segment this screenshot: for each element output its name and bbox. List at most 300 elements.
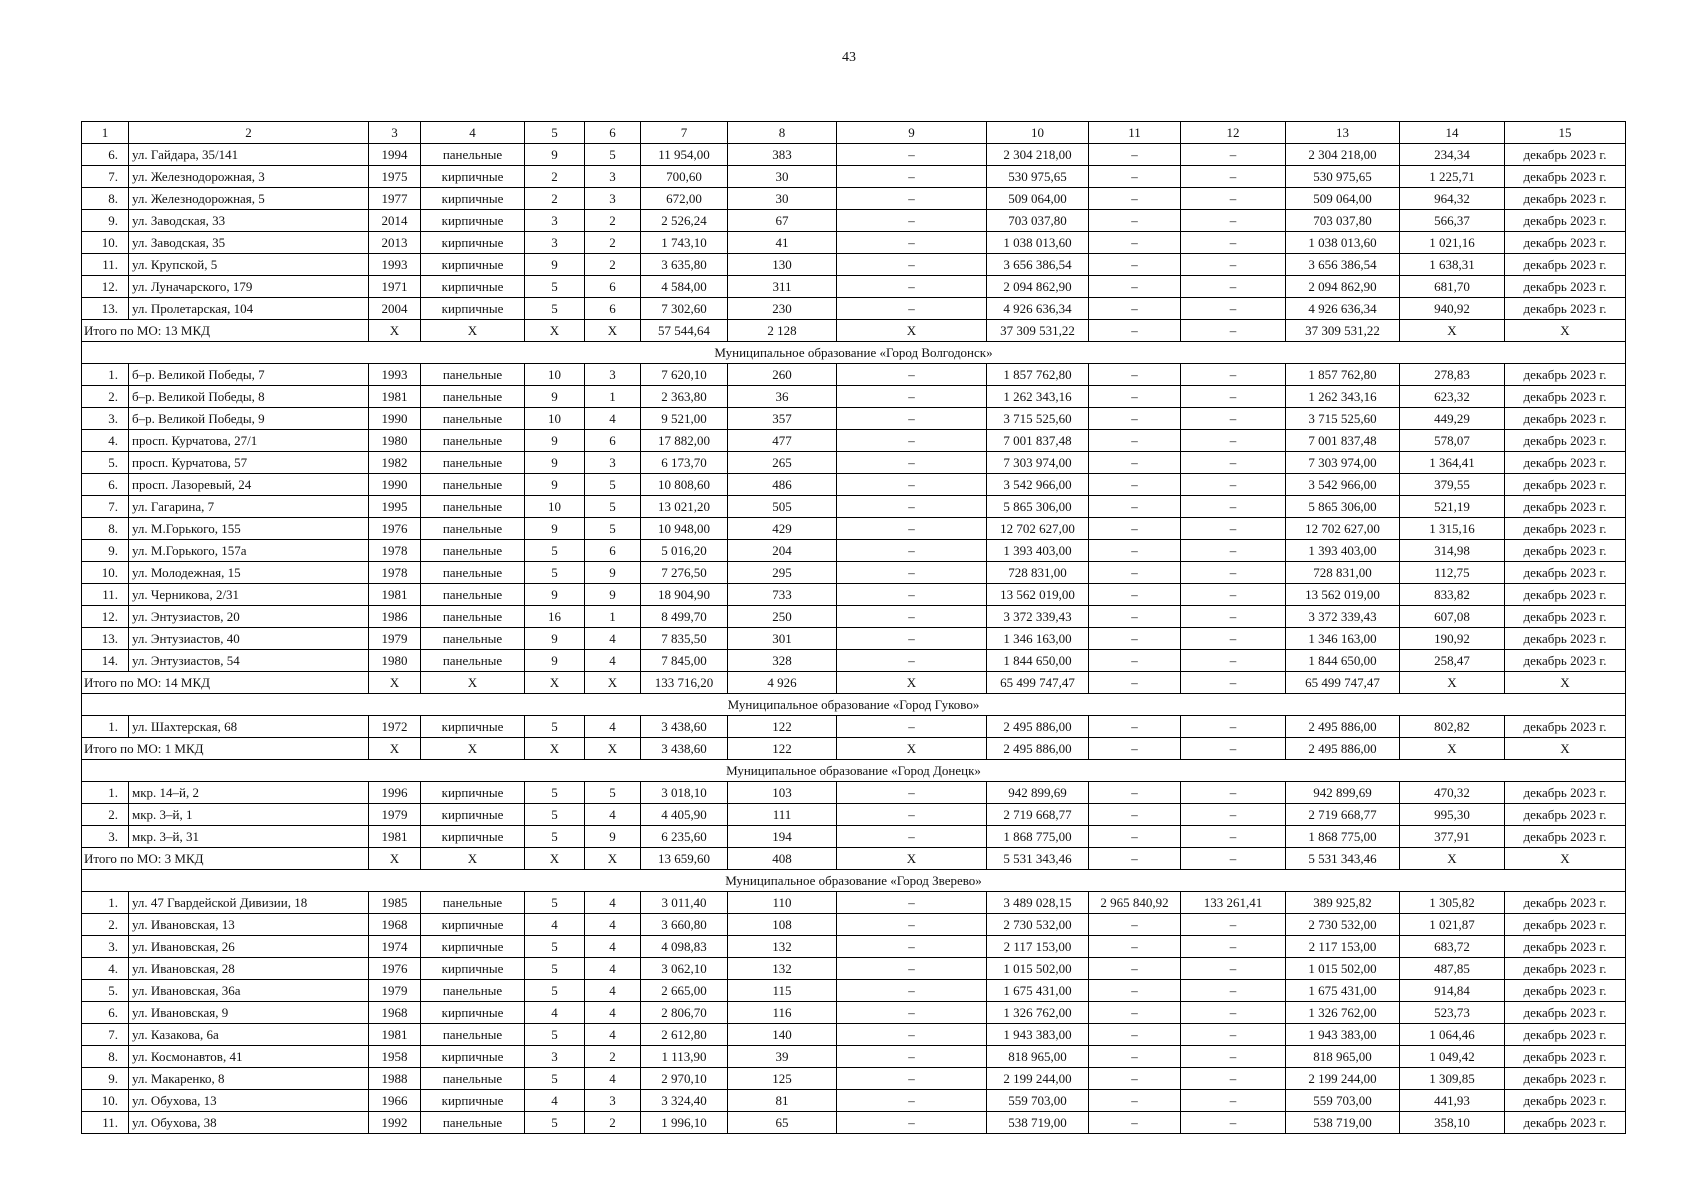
table-cell: Х <box>1400 848 1505 870</box>
table-cell: – <box>837 496 987 518</box>
table-cell: 14. <box>82 650 129 672</box>
table-cell: – <box>1089 584 1181 606</box>
table-row <box>82 254 1626 276</box>
table-row <box>82 716 1626 738</box>
table-cell: ул. Обухова, 38 <box>129 1112 369 1134</box>
table-cell: 13 021,20 <box>641 496 728 518</box>
table-cell: 2 094 862,90 <box>1286 276 1400 298</box>
table-cell: 3 715 525,60 <box>987 408 1089 430</box>
table-cell: 8. <box>82 518 129 540</box>
table-cell: Х <box>585 320 641 342</box>
table-cell: 9 <box>525 254 585 276</box>
table-row <box>82 584 1626 606</box>
table-cell: декабрь 2023 г. <box>1505 936 1626 958</box>
table-cell: Х <box>421 320 525 342</box>
table-cell: Х <box>369 848 421 870</box>
table-cell: – <box>1181 628 1286 650</box>
column-number-cell: 6 <box>585 122 641 144</box>
table-cell: 1 943 383,00 <box>987 1024 1089 1046</box>
table-cell: 10 948,00 <box>641 518 728 540</box>
table-cell: – <box>837 188 987 210</box>
column-number-cell: 5 <box>525 122 585 144</box>
table-cell: 110 <box>728 892 837 914</box>
table-cell: – <box>1089 1002 1181 1024</box>
table-cell: 429 <box>728 518 837 540</box>
table-cell: кирпичные <box>421 1090 525 1112</box>
table-cell: 4 <box>585 628 641 650</box>
table-cell: 1978 <box>369 562 421 584</box>
table-cell: 30 <box>728 166 837 188</box>
table-cell: Х <box>585 672 641 694</box>
table-cell: панельные <box>421 540 525 562</box>
table-cell: 2 719 668,77 <box>1286 804 1400 826</box>
table-cell: – <box>837 408 987 430</box>
table-cell: ул. Энтузиастов, 54 <box>129 650 369 672</box>
table-cell: 1972 <box>369 716 421 738</box>
table-cell: 4 <box>585 650 641 672</box>
table-cell: Х <box>369 320 421 342</box>
table-cell: 13. <box>82 628 129 650</box>
table-cell: 2 304 218,00 <box>987 144 1089 166</box>
table-cell: 1995 <box>369 496 421 518</box>
table-cell: Х <box>1505 848 1626 870</box>
table-cell: – <box>837 562 987 584</box>
table-cell: 2 730 532,00 <box>1286 914 1400 936</box>
table-cell: 5 <box>525 276 585 298</box>
table-cell: 3 062,10 <box>641 958 728 980</box>
table-cell: 1980 <box>369 650 421 672</box>
table-row <box>82 1002 1626 1024</box>
table-cell: 3 <box>585 166 641 188</box>
table-cell: декабрь 2023 г. <box>1505 188 1626 210</box>
table-cell: 7. <box>82 1024 129 1046</box>
table-cell: ул. М.Горького, 157а <box>129 540 369 562</box>
table-cell: – <box>1181 1024 1286 1046</box>
table-cell: – <box>837 1090 987 1112</box>
table-cell: 81 <box>728 1090 837 1112</box>
table-row <box>82 298 1626 320</box>
table-cell: декабрь 2023 г. <box>1505 1112 1626 1134</box>
table-cell: декабрь 2023 г. <box>1505 298 1626 320</box>
table-cell: 1968 <box>369 1002 421 1024</box>
table-cell: – <box>837 166 987 188</box>
table-cell: 623,32 <box>1400 386 1505 408</box>
table-cell: 301 <box>728 628 837 650</box>
table-cell: – <box>1181 936 1286 958</box>
table-cell: декабрь 2023 г. <box>1505 210 1626 232</box>
table-cell: – <box>837 980 987 1002</box>
table-cell: 36 <box>728 386 837 408</box>
total-label: Итого по МО: 1 МКД <box>82 738 369 760</box>
table-row <box>82 1046 1626 1068</box>
table-cell: 3 542 966,00 <box>1286 474 1400 496</box>
table-cell: 818 965,00 <box>987 1046 1089 1068</box>
table-cell: 133 716,20 <box>641 672 728 694</box>
table-cell: кирпичные <box>421 254 525 276</box>
table-cell: 12 702 627,00 <box>987 518 1089 540</box>
table-cell: Х <box>1505 738 1626 760</box>
table-cell: 11 954,00 <box>641 144 728 166</box>
table-cell: Х <box>1400 320 1505 342</box>
table-cell: – <box>837 650 987 672</box>
table-cell: 2014 <box>369 210 421 232</box>
table-cell: Х <box>525 672 585 694</box>
table-cell: 1 305,82 <box>1400 892 1505 914</box>
table-cell: 9 521,00 <box>641 408 728 430</box>
table-cell: – <box>1181 210 1286 232</box>
table-cell: 2 612,80 <box>641 1024 728 1046</box>
table-cell: 733 <box>728 584 837 606</box>
table-cell: – <box>1089 672 1181 694</box>
table-cell: 1 743,10 <box>641 232 728 254</box>
table-cell: 5 <box>525 804 585 826</box>
table-cell: 1 393 403,00 <box>1286 540 1400 562</box>
table-cell: 538 719,00 <box>1286 1112 1400 1134</box>
table-cell: 357 <box>728 408 837 430</box>
table-cell: б–р. Великой Победы, 8 <box>129 386 369 408</box>
table-cell: 1 315,16 <box>1400 518 1505 540</box>
table-cell: 703 037,80 <box>1286 210 1400 232</box>
table-cell: панельные <box>421 386 525 408</box>
table-cell: кирпичные <box>421 958 525 980</box>
table-cell: 3 438,60 <box>641 716 728 738</box>
table-cell: 2 806,70 <box>641 1002 728 1024</box>
table-cell: – <box>1181 782 1286 804</box>
total-row <box>82 320 1626 342</box>
table-cell: – <box>837 210 987 232</box>
table-cell: 190,92 <box>1400 628 1505 650</box>
table-cell: кирпичные <box>421 298 525 320</box>
table-cell: – <box>1181 1112 1286 1134</box>
table-cell: ул. Черникова, 2/31 <box>129 584 369 606</box>
table-cell: 116 <box>728 1002 837 1024</box>
table-cell: панельные <box>421 1024 525 1046</box>
table-cell: 3 <box>525 232 585 254</box>
table-cell: – <box>837 936 987 958</box>
table-cell: – <box>1089 804 1181 826</box>
table-row <box>82 628 1626 650</box>
table-cell: 230 <box>728 298 837 320</box>
column-number-cell: 11 <box>1089 122 1181 144</box>
table-cell: Х <box>1505 320 1626 342</box>
table-cell: декабрь 2023 г. <box>1505 1090 1626 1112</box>
table-cell: – <box>1181 584 1286 606</box>
table-cell: 1994 <box>369 144 421 166</box>
table-cell: – <box>1089 628 1181 650</box>
table-cell: – <box>1181 848 1286 870</box>
table-cell: – <box>1089 958 1181 980</box>
table-cell: декабрь 2023 г. <box>1505 628 1626 650</box>
table-cell: – <box>1089 826 1181 848</box>
table-cell: декабрь 2023 г. <box>1505 914 1626 936</box>
table-cell: 132 <box>728 936 837 958</box>
column-number-cell: 12 <box>1181 122 1286 144</box>
table-row <box>82 1024 1626 1046</box>
table-cell: Х <box>585 848 641 870</box>
table-cell: Х <box>369 738 421 760</box>
table-cell: 2 495 886,00 <box>987 716 1089 738</box>
table-cell: декабрь 2023 г. <box>1505 980 1626 1002</box>
section-header-row <box>82 760 1626 782</box>
table-cell: декабрь 2023 г. <box>1505 650 1626 672</box>
table-row <box>82 650 1626 672</box>
table-cell: 3 372 339,43 <box>987 606 1089 628</box>
table-cell: 2 304 218,00 <box>1286 144 1400 166</box>
table-cell: 559 703,00 <box>987 1090 1089 1112</box>
table-cell: 1. <box>82 364 129 386</box>
table-cell: – <box>1089 848 1181 870</box>
section-header-row <box>82 870 1626 892</box>
table-cell: – <box>1181 276 1286 298</box>
table-cell: – <box>837 276 987 298</box>
table-cell: – <box>1181 452 1286 474</box>
table-cell: 441,93 <box>1400 1090 1505 1112</box>
table-cell: – <box>837 958 987 980</box>
table-cell: – <box>1089 738 1181 760</box>
table-cell: 278,83 <box>1400 364 1505 386</box>
table-cell: 408 <box>728 848 837 870</box>
housing-register-table <box>81 121 1626 1134</box>
table-cell: 39 <box>728 1046 837 1068</box>
table-cell: 10 808,60 <box>641 474 728 496</box>
table-cell: 1 113,90 <box>641 1046 728 1068</box>
table-cell: панельные <box>421 408 525 430</box>
table-cell: 703 037,80 <box>987 210 1089 232</box>
column-number-cell: 1 <box>82 122 129 144</box>
table-cell: – <box>1181 188 1286 210</box>
table-cell: 1 015 502,00 <box>1286 958 1400 980</box>
table-cell: 942 899,69 <box>987 782 1089 804</box>
table-cell: 9 <box>525 144 585 166</box>
table-row <box>82 518 1626 540</box>
table-cell: 3 542 966,00 <box>987 474 1089 496</box>
table-cell: ул. Заводская, 35 <box>129 232 369 254</box>
table-cell: 1978 <box>369 540 421 562</box>
table-cell: 383 <box>728 144 837 166</box>
table-cell: – <box>1181 298 1286 320</box>
table-cell: 9 <box>585 826 641 848</box>
table-cell: 3 <box>525 210 585 232</box>
table-cell: 1 021,87 <box>1400 914 1505 936</box>
table-cell: ул. Железнодорожная, 5 <box>129 188 369 210</box>
table-cell: 4 <box>585 716 641 738</box>
table-cell: 1976 <box>369 518 421 540</box>
table-cell: – <box>837 298 987 320</box>
table-cell: 314,98 <box>1400 540 1505 562</box>
table-cell: 1. <box>82 782 129 804</box>
table-cell: 10. <box>82 232 129 254</box>
table-cell: 4. <box>82 430 129 452</box>
table-cell: декабрь 2023 г. <box>1505 782 1626 804</box>
table-cell: – <box>837 892 987 914</box>
table-cell: 11. <box>82 584 129 606</box>
table-cell: 10. <box>82 562 129 584</box>
table-row <box>82 782 1626 804</box>
table-cell: – <box>1181 518 1286 540</box>
total-row <box>82 672 1626 694</box>
table-cell: – <box>1181 562 1286 584</box>
table-cell: ул. Ивановская, 26 <box>129 936 369 958</box>
table-cell: 2 495 886,00 <box>987 738 1089 760</box>
table-cell: 1985 <box>369 892 421 914</box>
table-cell: 67 <box>728 210 837 232</box>
table-cell: 2. <box>82 914 129 936</box>
table-cell: 477 <box>728 430 837 452</box>
table-row <box>82 452 1626 474</box>
table-cell: 1 309,85 <box>1400 1068 1505 1090</box>
table-cell: ул. М.Горького, 155 <box>129 518 369 540</box>
table-cell: 41 <box>728 232 837 254</box>
table-cell: декабрь 2023 г. <box>1505 540 1626 562</box>
table-cell: декабрь 2023 г. <box>1505 254 1626 276</box>
table-cell: 728 831,00 <box>1286 562 1400 584</box>
table-cell: декабрь 2023 г. <box>1505 804 1626 826</box>
table-cell: 30 <box>728 188 837 210</box>
table-cell: 2 526,24 <box>641 210 728 232</box>
table-cell: – <box>1089 144 1181 166</box>
table-cell: 9 <box>525 474 585 496</box>
table-cell: – <box>1181 408 1286 430</box>
table-cell: 1976 <box>369 958 421 980</box>
table-cell: 700,60 <box>641 166 728 188</box>
table-cell: 914,84 <box>1400 980 1505 1002</box>
table-cell: 6. <box>82 474 129 496</box>
table-cell: 2 094 862,90 <box>987 276 1089 298</box>
table-cell: 2 117 153,00 <box>1286 936 1400 958</box>
table-cell: 5. <box>82 980 129 1002</box>
total-row <box>82 738 1626 760</box>
table-cell: 265 <box>728 452 837 474</box>
table-cell: декабрь 2023 г. <box>1505 364 1626 386</box>
table-cell: 204 <box>728 540 837 562</box>
table-cell: 530 975,65 <box>1286 166 1400 188</box>
table-cell: 3 372 339,43 <box>1286 606 1400 628</box>
table-row <box>82 276 1626 298</box>
table-cell: просп. Курчатова, 57 <box>129 452 369 474</box>
table-cell: декабрь 2023 г. <box>1505 496 1626 518</box>
table-cell: 4 <box>585 1002 641 1024</box>
table-cell: ул. Ивановская, 28 <box>129 958 369 980</box>
table-cell: панельные <box>421 474 525 496</box>
table-cell: 8. <box>82 188 129 210</box>
table-cell: 9 <box>585 562 641 584</box>
table-row <box>82 914 1626 936</box>
table-cell: 5 <box>525 298 585 320</box>
table-cell: 3 715 525,60 <box>1286 408 1400 430</box>
table-cell: 65 499 747,47 <box>1286 672 1400 694</box>
table-cell: 10 <box>525 408 585 430</box>
table-cell: 311 <box>728 276 837 298</box>
section-title: Муниципальное образование «Город Гуково» <box>82 694 1626 716</box>
table-cell: – <box>1089 364 1181 386</box>
table-cell: 6. <box>82 1002 129 1024</box>
table-row <box>82 1068 1626 1090</box>
table-cell: 2. <box>82 386 129 408</box>
column-number-cell: 4 <box>421 122 525 144</box>
table-cell: Х <box>837 672 987 694</box>
table-cell: 3. <box>82 408 129 430</box>
table-cell: декабрь 2023 г. <box>1505 1046 1626 1068</box>
table-row <box>82 474 1626 496</box>
table-cell: 328 <box>728 650 837 672</box>
table-cell: 5 <box>585 782 641 804</box>
table-cell: 5 <box>585 518 641 540</box>
table-cell: Х <box>1400 738 1505 760</box>
table-cell: ул. Заводская, 33 <box>129 210 369 232</box>
table-cell: 7. <box>82 496 129 518</box>
table-cell: 7 001 837,48 <box>987 430 1089 452</box>
table-cell: 5 <box>525 892 585 914</box>
table-cell: – <box>1089 1090 1181 1112</box>
table-cell: – <box>1089 408 1181 430</box>
table-cell: декабрь 2023 г. <box>1505 518 1626 540</box>
table-cell: мкр. 3–й, 1 <box>129 804 369 826</box>
table-cell: ул. Пролетарская, 104 <box>129 298 369 320</box>
table-cell: 1968 <box>369 914 421 936</box>
table-cell: – <box>1089 980 1181 1002</box>
table-cell: 122 <box>728 738 837 760</box>
table-cell: 9 <box>525 518 585 540</box>
table-cell: панельные <box>421 518 525 540</box>
table-cell: декабрь 2023 г. <box>1505 452 1626 474</box>
table-row <box>82 892 1626 914</box>
table-cell: 5 865 306,00 <box>1286 496 1400 518</box>
section-title: Муниципальное образование «Город Зверево» <box>82 870 1626 892</box>
table-cell: 133 261,41 <box>1181 892 1286 914</box>
column-number-cell: 3 <box>369 122 421 144</box>
table-cell: ул. 47 Гвардейской Дивизии, 18 <box>129 892 369 914</box>
table-row <box>82 166 1626 188</box>
table-cell: – <box>837 584 987 606</box>
table-cell: 530 975,65 <box>987 166 1089 188</box>
table-cell: 2 <box>585 254 641 276</box>
table-cell: ул. Гайдара, 35/141 <box>129 144 369 166</box>
table-cell: 111 <box>728 804 837 826</box>
table-cell: 9 <box>525 628 585 650</box>
table-cell: 379,55 <box>1400 474 1505 496</box>
table-cell: 1. <box>82 892 129 914</box>
table-cell: 37 309 531,22 <box>1286 320 1400 342</box>
table-cell: 4 <box>525 1090 585 1112</box>
table-cell: декабрь 2023 г. <box>1505 562 1626 584</box>
table-cell: 802,82 <box>1400 716 1505 738</box>
table-cell: б–р. Великой Победы, 7 <box>129 364 369 386</box>
table-cell: декабрь 2023 г. <box>1505 408 1626 430</box>
table-cell: – <box>1089 1068 1181 1090</box>
table-cell: декабрь 2023 г. <box>1505 276 1626 298</box>
table-cell: мкр. 3–й, 31 <box>129 826 369 848</box>
table-cell: 6 173,70 <box>641 452 728 474</box>
table-cell: – <box>1089 188 1181 210</box>
table-cell: – <box>837 804 987 826</box>
column-number-cell: 7 <box>641 122 728 144</box>
table-cell: – <box>1089 166 1181 188</box>
table-cell: 1981 <box>369 826 421 848</box>
table-cell: просп. Лазоревый, 24 <box>129 474 369 496</box>
table-cell: – <box>837 1046 987 1068</box>
total-label: Итого по МО: 13 МКД <box>82 320 369 342</box>
table-row <box>82 826 1626 848</box>
section-header-row <box>82 694 1626 716</box>
table-cell: – <box>1089 650 1181 672</box>
table-cell: – <box>837 364 987 386</box>
section-title: Муниципальное образование «Город Донецк» <box>82 760 1626 782</box>
table-cell: кирпичные <box>421 936 525 958</box>
table-cell: декабрь 2023 г. <box>1505 144 1626 166</box>
table-cell: – <box>1089 540 1181 562</box>
table-cell: 9 <box>525 452 585 474</box>
table-cell: – <box>1181 958 1286 980</box>
